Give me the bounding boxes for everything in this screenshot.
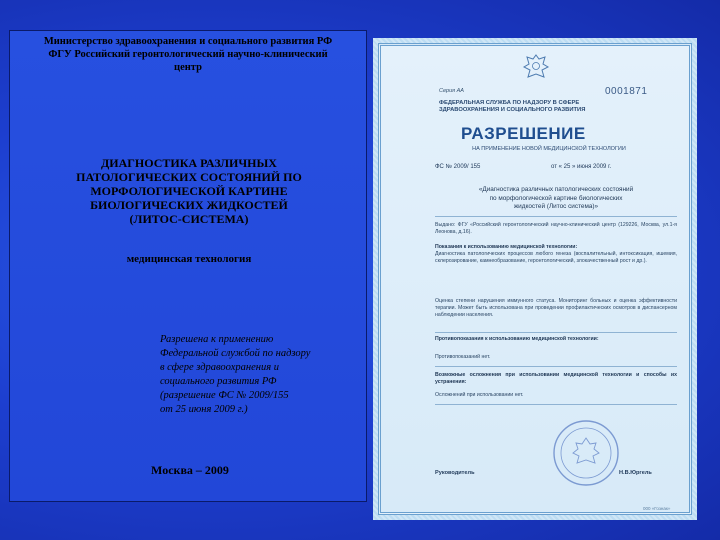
indications-block: [435, 244, 677, 265]
agency-line: ЗДРАВООХРАНЕНИЯ И СОЦИАЛЬНОГО РАЗВИТИЯ: [439, 107, 586, 113]
complications-block: [435, 372, 677, 386]
permit-certificate: [373, 38, 697, 520]
coat-of-arms-icon: [521, 52, 551, 82]
title-line: (ЛИТОС-СИСТЕМА): [129, 212, 249, 226]
technology-name: [441, 186, 671, 212]
permit-subheading: НА ПРИМЕНЕНИЕ НОВОЙ МЕДИЦИНСКОЙ ТЕХНОЛОГИИ: [472, 146, 626, 152]
document-subtitle: медицинская технология: [126, 253, 252, 265]
divider: [435, 216, 677, 217]
technology-line: по морфологической картине биологических: [489, 194, 623, 202]
divider: [435, 404, 677, 405]
title-line: БИОЛОГИЧЕСКИХ ЖИДКОСТЕЙ: [90, 198, 288, 212]
indications-title: Показания к использованию медицинской технологии:: [435, 244, 578, 250]
permit-heading: РАЗРЕШЕНИЕ: [461, 124, 586, 143]
title-line: ДИАГНОСТИКА РАЗЛИЧНЫХ: [101, 156, 277, 170]
technology-line: жидкостей (Литос система)»: [513, 203, 599, 211]
agency-name: [439, 100, 619, 114]
approval-line: от 25 июня 2009 г.): [160, 404, 248, 415]
ministry-line: ФГУ Российский геронтологический научно-клинический: [48, 49, 328, 60]
technology-line: «Диагностика различных патологических состояний: [478, 186, 634, 193]
certificate-frame: [378, 43, 692, 515]
benefits-text: Оценка степени нарушения иммунного статуса. Мониторинг больных и оценка эффективности терапии. Может быть использована при проведении профилактических осмотров в диспансерном наблюдении населения.: [435, 298, 677, 318]
ministry-header: [18, 35, 358, 74]
approval-line: Разрешена к применению: [160, 334, 274, 345]
head-name: Н.В.Юргель: [619, 470, 652, 476]
official-stamp-icon: [551, 418, 621, 488]
head-label: Руководитель: [435, 470, 475, 476]
permit-number: ФС № 2009/ 155: [435, 164, 481, 170]
title-line: ПАТОЛОГИЧЕСКИХ СОСТОЯНИЙ ПО: [76, 170, 302, 184]
printer-mark: 000 «Гознак»: [643, 506, 671, 511]
contraindications-block: [435, 336, 677, 343]
city-year: Москва – 2009: [151, 463, 229, 477]
contraindications-label: Противопоказания к использованию медицинской технологии:: [435, 336, 599, 342]
document-title: [40, 156, 338, 226]
ministry-line: Министерство здравоохранения и социального развития РФ: [43, 36, 333, 47]
serial-number: 0001871: [605, 86, 648, 97]
indications-text: Диагностика патологических процессов любого генеза (воспалительный, интоксикация, ишемия, склерозирование, камнеобразование, геронтологический, злокачественный рост и др.).: [435, 250, 677, 264]
approval-line: (разрешение ФС № 2009/155: [160, 390, 289, 401]
title-page: [9, 30, 367, 502]
contraindications-value: Противопоказаний нет.: [435, 354, 491, 360]
agency-line: ФЕДЕРАЛЬНАЯ СЛУЖБА ПО НАДЗОРУ В СФЕРЕ: [439, 100, 580, 106]
permit-date: от « 25 » июня 2009 г.: [551, 164, 612, 170]
approval-line: в сфере здравоохранения и: [160, 362, 279, 373]
approval-line: Федеральной службой по надзору: [160, 348, 311, 359]
divider: [435, 332, 677, 333]
complications-label: Возможные осложнения при использовании медицинской технологии и способы их устранения:: [435, 372, 677, 385]
approval-note: [160, 333, 360, 417]
divider: [435, 366, 677, 367]
title-line: МОРФОЛОГИЧЕСКОЙ КАРТИНЕ: [90, 184, 288, 198]
issued-to: Выдано: ФГУ «Российский геронтологический научно-клинический центр (129226, Москва, ул.1-я Леонова, д.16).: [435, 222, 677, 235]
complications-value: Осложнений при использовании нет.: [435, 392, 524, 398]
approval-line: социального развития РФ: [160, 376, 277, 387]
series-label: Серия АА: [439, 88, 464, 94]
ministry-line: центр: [174, 62, 202, 73]
